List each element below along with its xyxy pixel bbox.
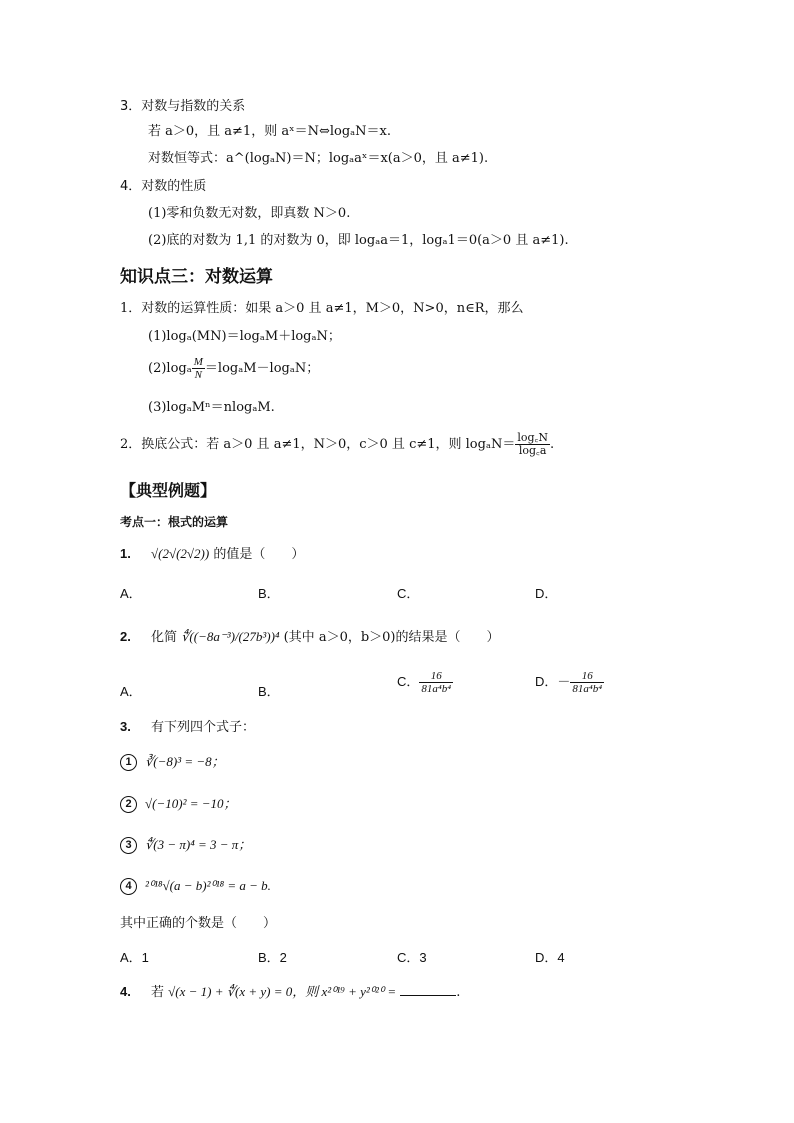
kp3-formula-1: (1)logₐ(MN)＝logₐM＋logₐN； xyxy=(148,329,341,344)
kp3-formula-2-prefix: (2)logₐ xyxy=(148,361,192,376)
circled-number-icon: 2 xyxy=(120,796,137,813)
statement-expression: √(−10)² = −10； xyxy=(145,796,237,811)
change-of-base-fraction xyxy=(515,432,550,457)
kp3-paragraph-2 xyxy=(120,432,554,457)
statement-4 xyxy=(120,877,271,896)
question-1-option-c[interactable]: C． xyxy=(397,586,420,601)
question-2-expression: ∜((−8a⁻³)/(27b³))⁴ xyxy=(181,629,280,644)
question-2-prefix: 化简 xyxy=(150,630,177,645)
statement-1 xyxy=(120,753,225,772)
statement-expression: ²⁰¹⁸√(a − b)²⁰¹⁸ = a − b. xyxy=(145,878,271,893)
option-label: D．－ xyxy=(535,673,571,689)
option-d-fraction xyxy=(570,670,604,695)
question-3-option-d[interactable]: D．4 xyxy=(535,950,565,965)
statement-expression: ∛(−8)³ = −8； xyxy=(145,754,225,769)
fraction-numerator: 16 xyxy=(570,670,604,683)
question-number: 2. xyxy=(120,629,131,644)
question-number: 3. xyxy=(120,719,131,734)
kp3-formula-2-suffix: ＝logₐM－logₐN； xyxy=(204,361,320,376)
question-3-text: 有下列四个式子： xyxy=(150,720,255,735)
question-2 xyxy=(120,628,500,647)
section-3-title: 3．对数与指数的关系 xyxy=(120,99,246,114)
fraction-denominator: 81a⁴b⁴ xyxy=(421,683,452,695)
section-4-item-2: (2)底的对数为 1,1 的对数为 0，即 logₐa＝1，logₐ1＝0(a＞0 且 a≠1). xyxy=(148,233,569,248)
question-3 xyxy=(120,718,255,737)
kp3-paragraph-1: 1．对数的运算性质：如果 a＞0 且 a≠1，M＞0，N>0，n∈R，那么 xyxy=(120,301,524,316)
question-1-option-b[interactable]: B． xyxy=(258,586,280,601)
question-4-expression: √(x − 1) + ∜(x + y) = 0，则 x²⁰¹⁹ + y²⁰²⁰ = xyxy=(168,984,397,999)
section-4-item-1: (1)零和负数无对数，即真数 N＞0. xyxy=(148,206,351,221)
kp3-formula-2-fraction xyxy=(192,356,205,381)
question-4-suffix: . xyxy=(456,985,461,1000)
question-3-option-b[interactable]: B．2 xyxy=(258,950,287,965)
question-2-option-b[interactable]: B． xyxy=(258,684,280,699)
fraction-numerator: 16 xyxy=(419,670,453,683)
question-1-expression: √(2√(2√2)) xyxy=(150,546,210,561)
option-label: C． xyxy=(397,673,420,689)
question-2-text: (其中 a＞0，b＞0)的结果是（ ） xyxy=(283,630,500,645)
section-4-title: 4．对数的性质 xyxy=(120,179,207,194)
kp3-formula-3: (3)logₐMⁿ＝nlogₐM. xyxy=(148,400,275,415)
circled-number-icon: 1 xyxy=(120,754,137,771)
change-of-base-text: 2．换底公式：若 a＞0 且 a≠1，N＞0，c＞0 且 c≠1，则 logₐN＝ xyxy=(120,437,516,452)
change-of-base-suffix: . xyxy=(549,437,555,452)
question-1-option-a[interactable]: A． xyxy=(120,586,142,601)
fraction-numerator: log꜀N xyxy=(517,431,548,444)
circled-number-icon: 4 xyxy=(120,878,137,895)
typical-examples-heading: 【典型例题】 xyxy=(120,481,217,500)
fraction-denominator: N xyxy=(194,369,202,381)
question-number: 1. xyxy=(120,546,131,561)
question-1-text: 的值是（ ） xyxy=(213,547,305,562)
statement-3 xyxy=(120,836,251,855)
fraction-denominator: log꜀a xyxy=(518,444,547,457)
answer-blank[interactable] xyxy=(400,983,456,996)
knowledge-point-3-heading: 知识点三：对数运算 xyxy=(120,267,273,287)
topic-1-title: 考点一：根式的运算 xyxy=(120,515,229,529)
question-number: 4. xyxy=(120,984,131,999)
section-3-line-2: 对数恒等式：a^(logₐN)＝N；logₐaˣ＝x(a＞0，且 a≠1). xyxy=(148,151,489,166)
question-3-option-c[interactable]: C．3 xyxy=(397,950,427,965)
question-3-ask: 其中正确的个数是（ ） xyxy=(120,916,277,931)
fraction-denominator: 81a⁴b⁴ xyxy=(572,683,603,695)
question-4 xyxy=(120,983,460,1002)
statement-2 xyxy=(120,795,237,814)
question-3-option-a[interactable]: A．1 xyxy=(120,950,149,965)
question-4-prefix: 若 xyxy=(150,985,164,1000)
question-2-option-a[interactable]: A． xyxy=(120,684,142,699)
option-c-fraction xyxy=(419,670,453,695)
statement-expression: ∜(3 − π)⁴ = 3 − π； xyxy=(145,837,252,852)
fraction-numerator: M xyxy=(193,356,203,368)
question-1 xyxy=(120,545,304,564)
section-3-line-1: 若 a＞0，且 a≠1，则 aˣ＝N⇔logₐN＝x. xyxy=(148,124,392,139)
question-2-option-d[interactable] xyxy=(535,670,604,695)
question-1-option-d[interactable]: D． xyxy=(535,586,558,601)
kp3-formula-2 xyxy=(148,356,319,381)
question-2-option-c[interactable] xyxy=(397,670,453,695)
circled-number-icon: 3 xyxy=(120,837,137,854)
